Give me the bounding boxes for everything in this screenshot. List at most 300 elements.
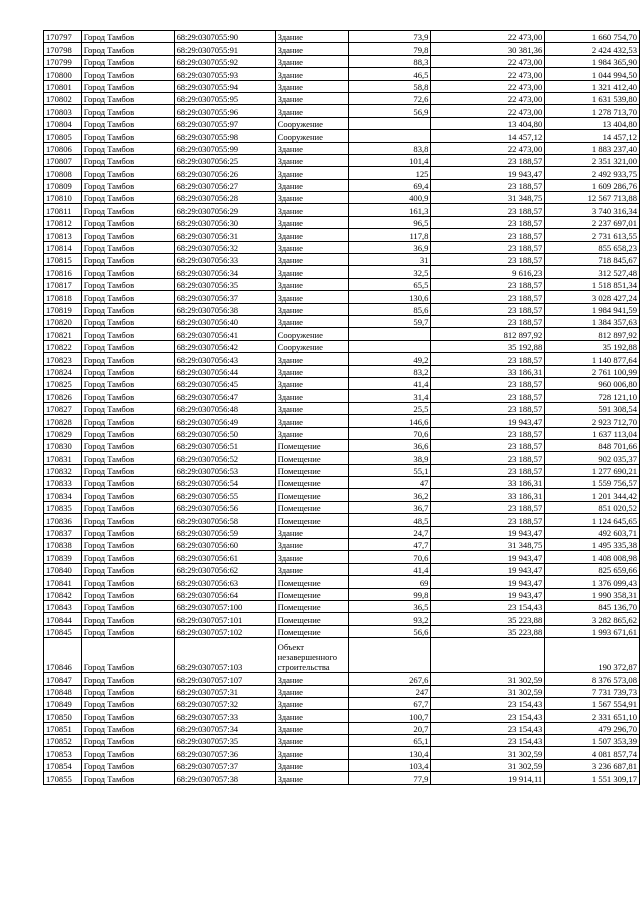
area-cell: 85,6 [349,303,431,315]
cadastral-value-cell: 960 006,80 [545,377,640,389]
area-cell: 93,2 [349,613,431,625]
row-number-cell: 170834 [44,489,82,501]
table-row [44,130,640,142]
city-cell: Город Тамбов [81,759,174,771]
table-row [44,477,640,489]
object-type-cell: Здание [275,365,349,377]
table-row [44,722,640,734]
city-cell: Город Тамбов [81,747,174,759]
specific-value-cell: 23 154,43 [431,722,545,734]
table-row [44,402,640,414]
specific-value-cell: 23 188,57 [431,464,545,476]
specific-value-cell: 19 943,47 [431,588,545,600]
cadastral-number-cell: 68:29:0307056:50 [174,427,275,439]
area-cell: 70,6 [349,551,431,563]
cadastral-number-cell: 68:29:0307055:90 [174,31,275,43]
specific-value-cell: 23 188,57 [431,241,545,253]
area-cell: 31 [349,254,431,266]
table-row [44,117,640,129]
cadastral-value-cell: 2 424 432,53 [545,43,640,55]
row-number-cell: 170800 [44,68,82,80]
object-type-cell: Здание [275,266,349,278]
object-type-cell: Здание [275,563,349,575]
row-number-cell: 170849 [44,697,82,709]
row-number-cell: 170815 [44,254,82,266]
city-cell: Город Тамбов [81,710,174,722]
specific-value-cell: 19 943,47 [431,415,545,427]
city-cell: Город Тамбов [81,722,174,734]
specific-value-cell: 33 186,31 [431,489,545,501]
object-type-cell: Здание [275,303,349,315]
cadastral-value-cell: 7 731 739,73 [545,685,640,697]
row-number-cell: 170839 [44,551,82,563]
row-number-cell: 170830 [44,439,82,451]
table-row [44,31,640,43]
cadastral-value-cell: 1 993 671,61 [545,625,640,637]
table-row [44,638,640,673]
cadastral-number-cell: 68:29:0307055:92 [174,55,275,67]
area-cell: 69,4 [349,179,431,191]
specific-value-cell: 31 348,75 [431,539,545,551]
table-row [44,759,640,771]
cadastral-number-cell: 68:29:0307056:54 [174,477,275,489]
row-number-cell: 170853 [44,747,82,759]
cadastral-number-cell: 68:29:0307056:45 [174,377,275,389]
row-number-cell: 170799 [44,55,82,67]
object-type-cell: Сооружение [275,340,349,352]
city-cell: Город Тамбов [81,278,174,290]
city-cell: Город Тамбов [81,735,174,747]
area-cell: 117,8 [349,229,431,241]
specific-value-cell: 23 188,57 [431,291,545,303]
specific-value-cell: 33 186,31 [431,477,545,489]
area-cell: 24,7 [349,526,431,538]
cadastral-value-cell: 2 492 933,75 [545,167,640,179]
cadastral-number-cell: 68:29:0307056:58 [174,514,275,526]
area-cell: 59,7 [349,315,431,327]
cadastral-number-cell: 68:29:0307055:98 [174,130,275,142]
row-number-cell: 170848 [44,685,82,697]
cadastral-number-cell: 68:29:0307056:37 [174,291,275,303]
cadastral-number-cell: 68:29:0307055:91 [174,43,275,55]
object-type-cell: Здание [275,759,349,771]
city-cell: Город Тамбов [81,365,174,377]
table-row [44,266,640,278]
specific-value-cell: 9 616,23 [431,266,545,278]
cadastral-value-cell: 1 518 851,34 [545,278,640,290]
cadastral-number-cell: 68:29:0307055:94 [174,80,275,92]
city-cell: Город Тамбов [81,452,174,464]
row-number-cell: 170842 [44,588,82,600]
specific-value-cell: 19 943,47 [431,167,545,179]
area-cell: 267,6 [349,673,431,685]
area-cell: 400,9 [349,192,431,204]
row-number-cell: 170809 [44,179,82,191]
cadastral-value-cell: 851 020,52 [545,501,640,513]
specific-value-cell: 19 943,47 [431,576,545,588]
area-cell: 130,6 [349,291,431,303]
table-row [44,365,640,377]
cadastral-number-cell: 68:29:0307055:99 [174,142,275,154]
city-cell: Город Тамбов [81,685,174,697]
row-number-cell: 170807 [44,154,82,166]
cadastral-value-cell: 728 121,10 [545,390,640,402]
row-number-cell: 170804 [44,117,82,129]
object-type-cell: Помещение [275,514,349,526]
city-cell: Город Тамбов [81,43,174,55]
area-cell [349,340,431,352]
cadastral-value-cell: 1 277 690,21 [545,464,640,476]
object-type-cell: Здание [275,722,349,734]
cadastral-value-cell: 848 701,66 [545,439,640,451]
specific-value-cell: 30 381,36 [431,43,545,55]
cadastral-value-cell: 1 495 335,38 [545,539,640,551]
area-cell: 125 [349,167,431,179]
row-number-cell: 170822 [44,340,82,352]
city-cell: Город Тамбов [81,154,174,166]
row-number-cell: 170826 [44,390,82,402]
cadastral-number-cell: 68:29:0307057:33 [174,710,275,722]
object-type-cell: Здание [275,105,349,117]
table-row [44,514,640,526]
cadastral-value-cell: 902 035,37 [545,452,640,464]
cadastral-number-cell: 68:29:0307056:64 [174,588,275,600]
city-cell: Город Тамбов [81,576,174,588]
object-type-cell: Здание [275,415,349,427]
row-number-cell: 170851 [44,722,82,734]
specific-value-cell: 23 154,43 [431,735,545,747]
cadastral-value-cell: 12 567 713,88 [545,192,640,204]
object-type-cell: Помещение [275,452,349,464]
object-type-cell: Здание [275,92,349,104]
cadastral-value-cell: 1 321 412,40 [545,80,640,92]
object-type-cell: Здание [275,735,349,747]
cadastral-value-cell: 3 740 316,34 [545,204,640,216]
specific-value-cell: 23 188,57 [431,390,545,402]
city-cell: Город Тамбов [81,105,174,117]
object-type-cell: Здание [275,526,349,538]
city-cell: Город Тамбов [81,377,174,389]
city-cell: Город Тамбов [81,68,174,80]
specific-value-cell: 23 188,57 [431,452,545,464]
specific-value-cell: 22 473,00 [431,55,545,67]
city-cell: Город Тамбов [81,563,174,575]
object-type-cell: Здание [275,291,349,303]
object-type-cell: Сооружение [275,117,349,129]
cadastral-value-cell: 3 236 687,81 [545,759,640,771]
cadastral-value-cell: 855 658,23 [545,241,640,253]
specific-value-cell: 31 302,59 [431,747,545,759]
row-number-cell: 170818 [44,291,82,303]
city-cell: Город Тамбов [81,340,174,352]
object-type-cell: Здание [275,31,349,43]
table-row [44,328,640,340]
specific-value-cell: 19 914,11 [431,772,545,784]
cadastral-value-cell: 1 507 353,39 [545,735,640,747]
table-row [44,588,640,600]
table-row [44,291,640,303]
cadastral-value-cell: 1 984 941,59 [545,303,640,315]
cadastral-value-cell: 3 282 865,62 [545,613,640,625]
object-type-cell: Здание [275,254,349,266]
object-type-cell: Здание [275,142,349,154]
cadastral-number-cell: 68:29:0307055:95 [174,92,275,104]
area-cell: 73,9 [349,31,431,43]
cadastral-value-cell: 4 081 857,74 [545,747,640,759]
cadastral-value-cell: 1 984 365,90 [545,55,640,67]
row-number-cell: 170832 [44,464,82,476]
specific-value-cell: 19 943,47 [431,551,545,563]
city-cell: Город Тамбов [81,266,174,278]
cadastral-number-cell: 68:29:0307056:27 [174,179,275,191]
row-number-cell: 170836 [44,514,82,526]
area-cell: 247 [349,685,431,697]
cadastral-value-cell: 190 372,87 [545,638,640,673]
area-cell: 36,6 [349,439,431,451]
cadastral-value-cell: 1 551 309,17 [545,772,640,784]
cadastral-number-cell: 68:29:0307057:102 [174,625,275,637]
object-type-cell: Помещение [275,613,349,625]
object-type-cell: Здание [275,204,349,216]
city-cell: Город Тамбов [81,55,174,67]
object-type-cell: Помещение [275,625,349,637]
area-cell: 72,6 [349,92,431,104]
area-cell: 36,5 [349,600,431,612]
row-number-cell: 170813 [44,229,82,241]
cadastral-value-cell: 1 408 008,98 [545,551,640,563]
specific-value-cell: 22 473,00 [431,80,545,92]
cadastral-number-cell: 68:29:0307057:34 [174,722,275,734]
cadastral-number-cell: 68:29:0307057:32 [174,697,275,709]
specific-value-cell: 23 154,43 [431,710,545,722]
cadastral-value-cell: 2 761 100,99 [545,365,640,377]
row-number-cell: 170829 [44,427,82,439]
area-cell: 36,7 [349,501,431,513]
city-cell: Город Тамбов [81,229,174,241]
city-cell: Город Тамбов [81,772,174,784]
city-cell: Город Тамбов [81,241,174,253]
object-type-cell: Сооружение [275,130,349,142]
table-row [44,735,640,747]
cadastral-number-cell: 68:29:0307056:32 [174,241,275,253]
row-number-cell: 170801 [44,80,82,92]
area-cell: 47 [349,477,431,489]
object-type-cell: Здание [275,43,349,55]
cadastral-number-cell: 68:29:0307056:44 [174,365,275,377]
specific-value-cell: 23 188,57 [431,179,545,191]
cadastral-number-cell: 68:29:0307055:97 [174,117,275,129]
object-type-cell: Здание [275,697,349,709]
object-type-cell: Помещение [275,501,349,513]
specific-value-cell: 23 188,57 [431,204,545,216]
row-number-cell: 170806 [44,142,82,154]
row-number-cell: 170814 [44,241,82,253]
object-type-cell: Помещение [275,576,349,588]
area-cell: 67,7 [349,697,431,709]
cadastral-value-cell: 2 237 697,01 [545,216,640,228]
area-cell: 69 [349,576,431,588]
row-number-cell: 170821 [44,328,82,340]
cadastral-number-cell: 68:29:0307056:28 [174,192,275,204]
city-cell: Город Тамбов [81,117,174,129]
specific-value-cell: 23 188,57 [431,501,545,513]
cadastral-value-cell: 845 136,70 [545,600,640,612]
cadastral-number-cell: 68:29:0307056:60 [174,539,275,551]
object-type-cell: Здание [275,229,349,241]
table-row [44,154,640,166]
specific-value-cell: 31 302,59 [431,759,545,771]
cadastral-number-cell: 68:29:0307056:51 [174,439,275,451]
cadastral-number-cell: 68:29:0307056:40 [174,315,275,327]
cadastral-number-cell: 68:29:0307056:55 [174,489,275,501]
row-number-cell: 170802 [44,92,82,104]
object-type-cell: Здание [275,377,349,389]
specific-value-cell: 23 188,57 [431,514,545,526]
row-number-cell: 170825 [44,377,82,389]
specific-value-cell: 23 188,57 [431,303,545,315]
city-cell: Город Тамбов [81,526,174,538]
city-cell: Город Тамбов [81,303,174,315]
cadastral-number-cell: 68:29:0307057:35 [174,735,275,747]
object-type-cell: Здание [275,192,349,204]
table-row [44,613,640,625]
area-cell: 56,6 [349,625,431,637]
cadastral-value-cell: 1 044 994,50 [545,68,640,80]
table-row [44,192,640,204]
object-type-cell: Здание [275,154,349,166]
specific-value-cell: 31 348,75 [431,192,545,204]
area-cell: 58,8 [349,80,431,92]
row-number-cell: 170846 [44,638,82,673]
table-row [44,415,640,427]
table-row [44,439,640,451]
area-cell: 146,6 [349,415,431,427]
row-number-cell: 170803 [44,105,82,117]
table-row [44,576,640,588]
specific-value-cell [431,638,545,673]
table-row [44,80,640,92]
area-cell: 48,5 [349,514,431,526]
row-number-cell: 170816 [44,266,82,278]
cadastral-number-cell: 68:29:0307056:62 [174,563,275,575]
table-row [44,216,640,228]
cadastral-number-cell: 68:29:0307056:42 [174,340,275,352]
cadastral-number-cell: 68:29:0307057:36 [174,747,275,759]
cadastral-value-table [43,30,640,785]
city-cell: Город Тамбов [81,130,174,142]
object-type-cell: Здание [275,179,349,191]
cadastral-number-cell: 68:29:0307056:52 [174,452,275,464]
table-row [44,526,640,538]
specific-value-cell: 23 188,57 [431,315,545,327]
city-cell: Город Тамбов [81,625,174,637]
city-cell: Город Тамбов [81,167,174,179]
table-row [44,710,640,722]
city-cell: Город Тамбов [81,92,174,104]
table-row [44,673,640,685]
table-row [44,241,640,253]
specific-value-cell: 22 473,00 [431,142,545,154]
area-cell: 79,8 [349,43,431,55]
cadastral-value-cell: 812 897,92 [545,328,640,340]
area-cell: 36,9 [349,241,431,253]
table-row [44,501,640,513]
cadastral-value-cell: 1 376 099,43 [545,576,640,588]
object-type-cell: Здание [275,402,349,414]
city-cell: Город Тамбов [81,638,174,673]
row-number-cell: 170833 [44,477,82,489]
cadastral-value-cell: 825 659,66 [545,563,640,575]
row-number-cell: 170819 [44,303,82,315]
row-number-cell: 170824 [44,365,82,377]
area-cell: 161,3 [349,204,431,216]
city-cell: Город Тамбов [81,216,174,228]
specific-value-cell: 23 154,43 [431,600,545,612]
specific-value-cell: 22 473,00 [431,92,545,104]
area-cell: 99,8 [349,588,431,600]
row-number-cell: 170847 [44,673,82,685]
table-row [44,315,640,327]
area-cell [349,130,431,142]
object-type-cell: Здание [275,390,349,402]
row-number-cell: 170798 [44,43,82,55]
object-type-cell: Помещение [275,588,349,600]
object-type-cell: Помещение [275,439,349,451]
specific-value-cell: 35 223,88 [431,613,545,625]
city-cell: Город Тамбов [81,501,174,513]
city-cell: Город Тамбов [81,613,174,625]
cadastral-number-cell: 68:29:0307056:29 [174,204,275,216]
cadastral-value-cell: 1 609 286,76 [545,179,640,191]
cadastral-value-cell: 1 567 554,91 [545,697,640,709]
cadastral-number-cell: 68:29:0307056:59 [174,526,275,538]
area-cell: 56,9 [349,105,431,117]
specific-value-cell: 14 457,12 [431,130,545,142]
row-number-cell: 170828 [44,415,82,427]
row-number-cell: 170850 [44,710,82,722]
object-type-cell: Здание [275,216,349,228]
cadastral-number-cell: 68:29:0307056:31 [174,229,275,241]
cadastral-value-cell: 1 883 237,40 [545,142,640,154]
table-row [44,105,640,117]
cadastral-number-cell: 68:29:0307056:48 [174,402,275,414]
table-row [44,254,640,266]
object-type-cell: Здание [275,68,349,80]
row-number-cell: 170841 [44,576,82,588]
area-cell: 96,5 [349,216,431,228]
city-cell: Город Тамбов [81,600,174,612]
cadastral-number-cell: 68:29:0307056:25 [174,154,275,166]
city-cell: Город Тамбов [81,315,174,327]
cadastral-value-cell: 1 278 713,70 [545,105,640,117]
cadastral-value-cell: 1 201 344,42 [545,489,640,501]
specific-value-cell: 35 223,88 [431,625,545,637]
specific-value-cell: 22 473,00 [431,105,545,117]
table-row [44,539,640,551]
row-number-cell: 170805 [44,130,82,142]
object-type-cell: Здание [275,241,349,253]
specific-value-cell: 19 943,47 [431,563,545,575]
area-cell: 20,7 [349,722,431,734]
table-row [44,427,640,439]
area-cell: 32,5 [349,266,431,278]
table-row [44,340,640,352]
row-number-cell: 170838 [44,539,82,551]
cadastral-number-cell: 68:29:0307056:49 [174,415,275,427]
cadastral-number-cell: 68:29:0307056:35 [174,278,275,290]
cadastral-value-cell: 1 384 357,63 [545,315,640,327]
city-cell: Город Тамбов [81,588,174,600]
